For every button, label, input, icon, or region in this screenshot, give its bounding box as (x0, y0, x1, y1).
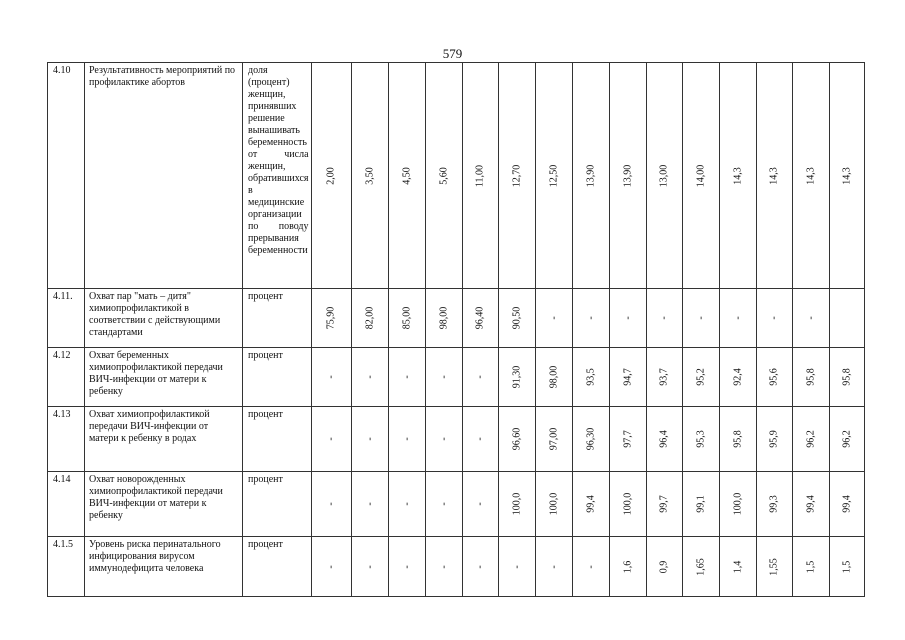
value-text: - (585, 316, 597, 320)
value-cell (388, 348, 425, 407)
value-text: 0,9 (658, 560, 670, 573)
value-text: 99,1 (695, 495, 707, 513)
value-text: 99,4 (841, 495, 853, 513)
value-text: 3,50 (364, 166, 376, 185)
value-text: - (325, 437, 337, 441)
value-cell (572, 348, 609, 407)
value-cell (756, 537, 792, 597)
value-text: - (325, 564, 337, 569)
value-cell (572, 63, 609, 289)
value-text: 85,00 (401, 306, 413, 330)
indicator-name: Охват беременных химиопрофилактикой передачи ВИЧ-инфекции от матери к ребенку (85, 348, 243, 407)
value-cell (351, 407, 388, 472)
value-text: 94,7 (622, 368, 634, 386)
indicator-name: Результативность мероприятий по профилактике абортов (85, 63, 243, 289)
value-cell (829, 472, 864, 537)
value-text: 1,65 (695, 557, 707, 576)
value-cell (351, 63, 388, 289)
value-cell (719, 289, 756, 348)
value-cell (351, 348, 388, 407)
value-text: - (474, 375, 486, 379)
value-text: - (401, 564, 413, 569)
value-text: - (695, 316, 707, 320)
value-text: 95,8 (732, 430, 744, 448)
value-text: 96,40 (474, 306, 486, 330)
value-cell (388, 63, 425, 289)
value-text: 95,2 (695, 368, 707, 386)
value-text: 96,60 (511, 427, 523, 451)
indicator-name: Охват химиопрофилактикой передачи ВИЧ-инфекции от матери к ребенку в родах (85, 407, 243, 472)
value-cell (535, 537, 572, 597)
value-cell (756, 472, 792, 537)
value-text: - (325, 502, 337, 506)
indicator-name: Уровень риска перинатального инфицирования вирусом иммунодефицита человека (85, 537, 243, 597)
value-text: - (438, 375, 450, 379)
value-cell (311, 63, 351, 289)
value-cell (498, 289, 535, 348)
value-text: - (325, 375, 337, 379)
value-text: - (438, 502, 450, 506)
value-cell (829, 63, 864, 289)
value-text: - (548, 316, 560, 320)
value-text: - (438, 437, 450, 441)
value-text: 13,90 (585, 164, 597, 187)
value-text: 98,00 (438, 306, 450, 330)
value-cell (535, 472, 572, 537)
value-cell (498, 472, 535, 537)
value-text: 99,7 (658, 495, 670, 513)
value-cell (792, 472, 829, 537)
value-cell (792, 289, 829, 348)
value-cell (829, 289, 864, 348)
value-cell (719, 407, 756, 472)
value-text: 14,3 (805, 166, 817, 185)
value-text: 95,8 (841, 368, 853, 386)
row-number: 4.11. (48, 289, 85, 348)
value-cell (792, 407, 829, 472)
value-text: 14,3 (768, 166, 780, 185)
row-number: 4.13 (48, 407, 85, 472)
value-text: 91,30 (511, 365, 523, 389)
value-text: - (658, 316, 670, 320)
value-cell (792, 63, 829, 289)
value-text: 90,50 (511, 306, 523, 330)
value-text: - (805, 316, 817, 320)
unit-of-measure: процент (243, 289, 312, 348)
value-text: - (364, 437, 376, 441)
value-text: 5,60 (438, 166, 450, 185)
value-text: 99,4 (585, 495, 597, 513)
indicator-name: Охват пар "мать – дитя" химиопрофилактикой в соответствии с действующими стандартами (85, 289, 243, 348)
value-text: - (474, 502, 486, 506)
value-cell (682, 348, 719, 407)
value-cell (792, 537, 829, 597)
value-cell (462, 407, 498, 472)
value-cell (425, 407, 462, 472)
value-cell (756, 348, 792, 407)
value-cell (682, 289, 719, 348)
value-cell (609, 537, 646, 597)
value-cell (498, 407, 535, 472)
table-row (48, 472, 865, 537)
value-cell (646, 348, 682, 407)
value-text: - (438, 564, 450, 569)
value-text: - (364, 564, 376, 569)
page-number: 579 (442, 46, 463, 61)
value-cell (388, 472, 425, 537)
value-cell (572, 472, 609, 537)
value-cell (756, 407, 792, 472)
value-cell (682, 472, 719, 537)
value-cell (498, 537, 535, 597)
value-cell (829, 348, 864, 407)
indicator-table (47, 62, 865, 597)
unit-of-measure: процент (243, 472, 312, 537)
value-text: 93,7 (658, 368, 670, 386)
row-number: 4.1.5 (48, 537, 85, 597)
table-row (48, 407, 865, 472)
unit-of-measure: доля (процент) женщин, принявших решение вынашивать беременность от числа женщин, обратившихся в медицинские организации по поводу прерывания беременности (243, 63, 312, 289)
value-cell (351, 472, 388, 537)
value-text: - (585, 564, 597, 569)
value-text: 96,30 (585, 427, 597, 451)
value-cell (756, 289, 792, 348)
value-cell (609, 407, 646, 472)
value-text: - (401, 502, 413, 506)
value-cell (535, 289, 572, 348)
value-cell (535, 407, 572, 472)
value-cell (646, 289, 682, 348)
value-cell (535, 63, 572, 289)
unit-of-measure: процент (243, 537, 312, 597)
value-text: - (401, 375, 413, 379)
value-cell (462, 472, 498, 537)
value-text: 1,6 (622, 560, 634, 573)
value-text: 95,9 (768, 430, 780, 448)
table-row (48, 289, 865, 348)
value-text: 1,55 (768, 557, 780, 576)
value-cell (719, 348, 756, 407)
value-text: 100,0 (548, 492, 560, 516)
value-text: - (401, 437, 413, 441)
value-cell (572, 407, 609, 472)
value-text: 98,00 (548, 365, 560, 389)
value-text: 2,00 (325, 166, 337, 185)
value-text: 4,50 (401, 166, 413, 185)
row-number: 4.10 (48, 63, 85, 289)
table-row (48, 348, 865, 407)
value-text: 12,50 (548, 164, 560, 187)
value-cell (462, 537, 498, 597)
value-cell (388, 289, 425, 348)
value-text: 13,90 (622, 164, 634, 187)
value-text: 97,7 (622, 430, 634, 448)
value-cell (719, 472, 756, 537)
value-text: 93,5 (585, 368, 597, 386)
value-text: - (548, 564, 560, 569)
value-cell (425, 289, 462, 348)
indicator-name: Охват новорожденных химиопрофилактикой передачи ВИЧ-инфекции от матери к ребенку (85, 472, 243, 537)
table-row (48, 63, 865, 289)
row-number: 4.12 (48, 348, 85, 407)
value-cell (498, 63, 535, 289)
value-cell (311, 537, 351, 597)
value-cell (609, 289, 646, 348)
unit-of-measure: процент (243, 407, 312, 472)
value-text: - (474, 437, 486, 441)
table-row (48, 537, 865, 597)
value-cell (756, 63, 792, 289)
value-text: 1,4 (732, 560, 744, 573)
value-cell (388, 537, 425, 597)
value-cell (646, 472, 682, 537)
value-cell (535, 348, 572, 407)
value-cell (462, 63, 498, 289)
value-cell (311, 289, 351, 348)
value-text: 96,2 (805, 430, 817, 448)
value-cell (425, 348, 462, 407)
value-text: 95,6 (768, 368, 780, 386)
value-text: 96,2 (841, 430, 853, 448)
value-cell (646, 63, 682, 289)
value-text: 14,3 (732, 166, 744, 185)
value-text: - (364, 502, 376, 506)
value-text: 99,3 (768, 495, 780, 513)
value-text: 11,00 (474, 164, 486, 187)
value-cell (425, 472, 462, 537)
value-text: 100,0 (511, 492, 523, 516)
value-text: - (511, 564, 523, 569)
value-text: 13,00 (658, 164, 670, 187)
value-text: 97,00 (548, 427, 560, 451)
value-cell (498, 348, 535, 407)
value-text: 100,0 (622, 492, 634, 516)
value-text: - (768, 316, 780, 320)
value-cell (719, 63, 756, 289)
value-text: 99,4 (805, 495, 817, 513)
value-text: 1,5 (805, 560, 817, 573)
value-cell (351, 289, 388, 348)
value-text: - (732, 316, 744, 320)
value-text: 95,8 (805, 368, 817, 386)
row-number: 4.14 (48, 472, 85, 537)
value-text: 92,4 (732, 368, 744, 386)
unit-of-measure: процент (243, 348, 312, 407)
value-text: - (364, 375, 376, 379)
value-cell (572, 289, 609, 348)
value-cell (311, 472, 351, 537)
value-text: 12,70 (511, 164, 523, 187)
value-cell (311, 407, 351, 472)
value-cell (572, 537, 609, 597)
value-text: 95,3 (695, 430, 707, 448)
value-cell (462, 348, 498, 407)
value-cell (682, 537, 719, 597)
value-cell (792, 348, 829, 407)
value-cell (829, 407, 864, 472)
value-cell (609, 348, 646, 407)
value-text: 96,4 (658, 430, 670, 448)
value-text: 100,0 (732, 492, 744, 516)
value-text: 14,3 (841, 166, 853, 185)
value-cell (682, 63, 719, 289)
value-cell (311, 348, 351, 407)
value-cell (609, 472, 646, 537)
value-cell (351, 537, 388, 597)
value-text: 82,00 (364, 306, 376, 330)
value-text: 1,5 (841, 560, 853, 573)
value-cell (829, 537, 864, 597)
value-text: 14,00 (695, 164, 707, 187)
value-cell (609, 63, 646, 289)
value-cell (646, 537, 682, 597)
value-cell (425, 537, 462, 597)
value-cell (462, 289, 498, 348)
value-text: 75,90 (325, 306, 337, 330)
value-cell (719, 537, 756, 597)
value-text: - (474, 564, 486, 569)
value-cell (646, 407, 682, 472)
value-cell (425, 63, 462, 289)
value-cell (388, 407, 425, 472)
value-text: - (622, 316, 634, 320)
value-cell (682, 407, 719, 472)
